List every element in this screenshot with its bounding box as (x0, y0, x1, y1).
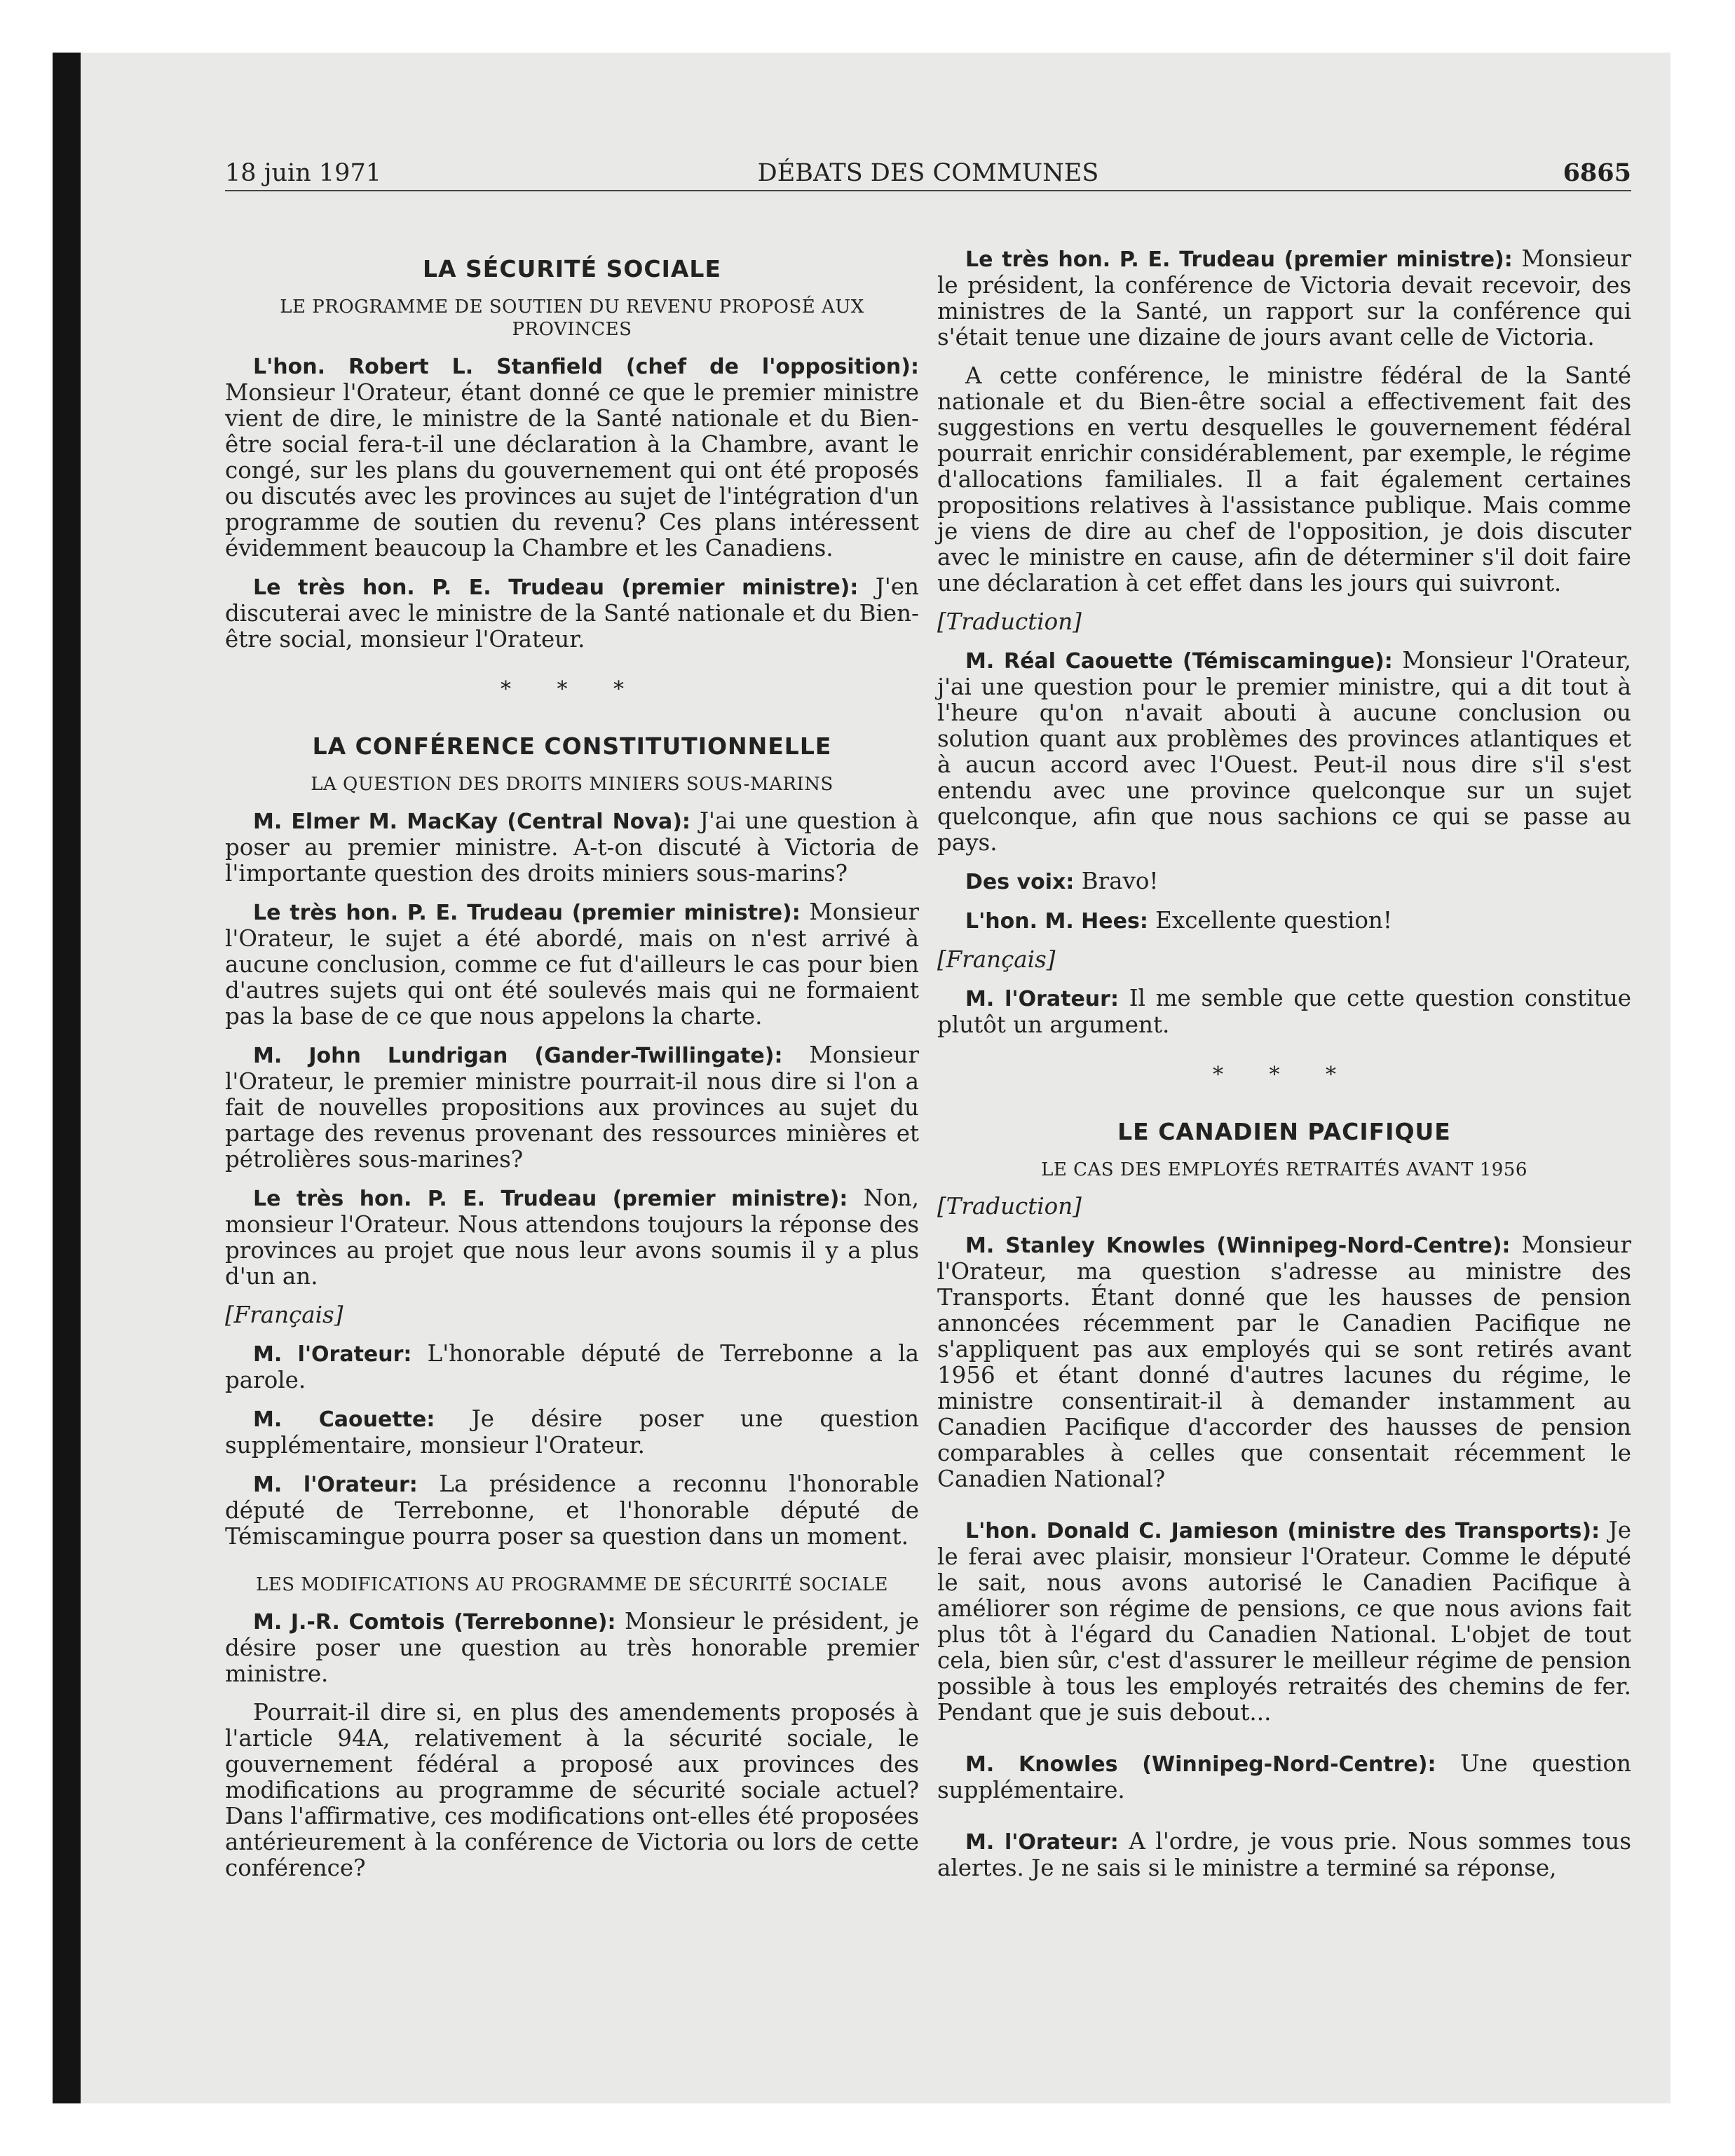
speech-text: Monsieur le président, la conférence de Victoria devait recevoir, des ministres de la Santé, un rapport sur la conférence qui s'était tenue une dizaine de jours avant celle de Victoria. (937, 245, 1631, 350)
speaker: L'hon. M. Hees: (965, 909, 1148, 934)
speech-text: Je désire poser une question supplémentaire, monsieur l'Orateur. (225, 1405, 920, 1459)
speech-paragraph (225, 1341, 919, 1393)
speech-paragraph (225, 353, 919, 561)
speaker: M. Knowles (Winnipeg-Nord-Centre): (965, 1752, 1436, 1777)
right-column (937, 246, 1631, 1894)
speech-text: Monsieur l'Orateur, le premier ministre pourrait-il nous dire si l'on a fait de nouvelles propositions aux provinces au sujet du partage des revenus provenant des ressources minières et pétrolières sous-marines? (225, 1042, 919, 1173)
speech-text: Monsieur l'Orateur, ma question s'adresse au ministre des Transports. Étant donné que les hausses de pension annoncées récemment par le Canadien Pacifique ne s'appliquent pas aux employés qui se sont retirés avant 1956 et étant donné d'autres lacunes du régime, le ministre consentirait-il à demander instamment au Canadien Pacifique d'accorder des hausses de pension comparables à celles que consentait récemment le Canadien National? (937, 1231, 1631, 1492)
speech-paragraph (937, 1232, 1631, 1492)
speech-paragraph (937, 1751, 1631, 1803)
speaker: L'hon. Robert L. Stanfield (chef de l'opposition): (253, 355, 919, 379)
header-page-number: 6865 (1563, 158, 1631, 187)
speaker: Des voix: (965, 870, 1075, 894)
speech-paragraph (225, 808, 919, 887)
section-subtitle: LE CAS DES EMPLOYÉS RETRAITÉS AVANT 1956 (1041, 1159, 1528, 1180)
section-subtitle: LES MODIFICATIONS AU PROGRAMME DE SÉCURITÉ SOCIALE (255, 1574, 889, 1595)
header-title: DÉBATS DES COMMUNES (757, 159, 1099, 187)
document-page (53, 53, 1671, 2103)
speech-paragraph (937, 985, 1631, 1038)
language-marker: [Traduction] (937, 608, 1082, 635)
speech-paragraph (937, 868, 1631, 895)
speech-paragraph (937, 246, 1631, 350)
speech-paragraph (937, 908, 1631, 934)
speech-text: A l'ordre, je vous prie. Nous sommes tous alertes. Je ne sais si le ministre a terminé sa réponse, (937, 1828, 1631, 1881)
speaker: M. l'Orateur: (965, 1830, 1119, 1855)
speech-paragraph (225, 1185, 919, 1290)
speech-paragraph: A cette conférence, le ministre fédéral de la Santé nationale et du Bien-être social a effectivement fait des suggestions en vertu desquelles le gouvernement fédéral pourrait enrichir considérablement, par exemple, le régime d'allocations familiales. Il a fait également certaines propositions relatives à l'assistance publique. Mais comme je viens de dire au chef de l'opposition, je dois discuter avec le ministre en cause, afin de déterminer s'il doit faire une déclaration à cet effet dans les jours qui suivront. (937, 362, 1631, 596)
speech-text: Il me semble que cette question constitue plutôt un argument. (937, 985, 1631, 1038)
section-title: LE CANADIEN PACIFIQUE (1117, 1118, 1451, 1145)
speaker: M. J.-R. Comtois (Terrebonne): (253, 1610, 616, 1635)
speech-paragraph (225, 1406, 919, 1459)
section-divider: * * * (1212, 1063, 1356, 1087)
speaker: Le très hon. P. E. Trudeau (premier ministre): (253, 575, 859, 600)
speaker: Le très hon. P. E. Trudeau (premier ministre): (253, 1187, 848, 1211)
speech-text: Une question supplémentaire. (937, 1750, 1631, 1803)
speaker: M. Caouette: (253, 1407, 435, 1432)
speech-paragraph (937, 1829, 1631, 1881)
section-subtitle: LE PROGRAMME DE SOUTIEN DU REVENU PROPOSÉ AUX PROVINCES (280, 296, 864, 340)
speaker: M. Elmer M. MacKay (Central Nova): (253, 810, 690, 834)
speech-paragraph (225, 574, 919, 653)
speech-text: Excellente question! (1148, 907, 1392, 934)
speaker: M. l'Orateur: (253, 1342, 412, 1367)
speech-paragraph (225, 899, 919, 1030)
speech-text: L'honorable député de Terrebonne a la parole. (225, 1340, 919, 1393)
section-title: LA CONFÉRENCE CONSTITUTIONNELLE (312, 732, 832, 760)
speaker: M. l'Orateur: (965, 987, 1119, 1011)
speech-text: Bravo! (1074, 868, 1159, 894)
language-marker: [Français] (225, 1302, 343, 1328)
speaker: Le très hon. P. E. Trudeau (premier ministre): (965, 247, 1513, 272)
speech-paragraph (225, 1609, 919, 1687)
speech-text: Monsieur l'Orateur, le sujet a été abordé, mais on n'est arrivé à aucune conclusion, comme ce fut d'ailleurs le cas pour bien d'autres sujets qui ont été soulevés mais qui ne formaient pas la base de ce que nous appelons la charte. (225, 899, 919, 1030)
section-divider: * * * (500, 677, 644, 702)
speaker: M. l'Orateur: (253, 1473, 418, 1497)
left-column (225, 246, 919, 1894)
speech-paragraph (937, 648, 1631, 856)
speech-text: Monsieur le président, je désire poser une question au très honorable premier ministre. (225, 1608, 919, 1687)
speech-paragraph (225, 1042, 919, 1173)
speech-paragraph: Pourrait-il dire si, en plus des amendements proposés à l'article 94A, relativement à la sécurité sociale, le gouvernement fédéral a proposé aux provinces des modifications au programme de sécurité sociale actuel? Dans l'affirmative, ces modifications ont-elles été proposées antérieurement à la conférence de Victoria ou lors de cette conférence? (225, 1699, 920, 1881)
speech-paragraph (225, 1471, 919, 1550)
speaker: L'hon. Donald C. Jamieson (ministre des Transports): (965, 1519, 1600, 1543)
language-marker: [Traduction] (937, 1193, 1082, 1220)
speech-text: Monsieur l'Orateur, j'ai une question pour le premier ministre, qui a dit tout à l'heure qu'on n'avait abouti à aucune conclusion ou solution quant aux problèmes des provinces atlantiques et à aucun accord avec l'Ouest. Peut-il nous dire s'il s'est entendu avec une province quelconque sur un sujet quelconque, afin que nous sachions ce qui se passe au pays. (937, 647, 1631, 856)
speech-text: La présidence a reconnu l'honorable député de Terrebonne, et l'honorable député de Témiscamingue pourra poser sa question dans un moment. (225, 1471, 919, 1550)
speech-text: Je le ferai avec plaisir, monsieur l'Orateur. Comme le député le sait, nous avons autorisé le Canadien Pacifique à améliorer son régime de pensions, ce que nous avions fait plus tôt à l'égard du Canadien National. L'objet de tout cela, bien sûr, c'est d'assurer le meilleur régime de pension possible à tous les employés retraités des chemins de fer. Pendant que je suis debout... (937, 1517, 1631, 1726)
speech-text: J'en discuterai avec le ministre de la Santé nationale et du Bien-être social, monsieur l'Orateur. (225, 573, 919, 653)
speech-text: J'ai une question à poser au premier ministre. A-t-on discuté à Victoria de l'importante question des droits miniers sous-marins? (225, 807, 919, 887)
speech-paragraph (937, 1517, 1631, 1726)
speaker: M. Stanley Knowles (Winnipeg-Nord-Centre): (965, 1234, 1511, 1258)
language-marker: [Français] (937, 946, 1056, 973)
speech-text: Monsieur l'Orateur, étant donné ce que le premier ministre vient de dire, le ministre de la Santé nationale et du Bien-être social fera-t-il une déclaration à la Chambre, avant le congé, sur les plans du gouvernement qui ont été proposés ou discutés avec les provinces au sujet de l'intégration d'un programme de soutien du revenu? Ces plans intéressent évidemment beaucoup la Chambre et les Canadiens. (225, 379, 919, 561)
speaker: M. Réal Caouette (Témiscamingue): (965, 649, 1393, 674)
page-header (225, 158, 1631, 191)
section-title: LA SÉCURITÉ SOCIALE (422, 255, 722, 282)
header-date: 18 juin 1971 (225, 159, 381, 187)
section-subtitle: LA QUESTION DES DROITS MINIERS SOUS-MARINS (311, 774, 834, 795)
speech-text: Non, monsieur l'Orateur. Nous attendons toujours la réponse des provinces au projet que nous leur avons soumis il y a plus d'un an. (225, 1185, 919, 1290)
speaker: Le très hon. P. E. Trudeau (premier ministre): (253, 901, 801, 925)
speaker: M. John Lundrigan (Gander-Twillingate): (253, 1044, 783, 1068)
